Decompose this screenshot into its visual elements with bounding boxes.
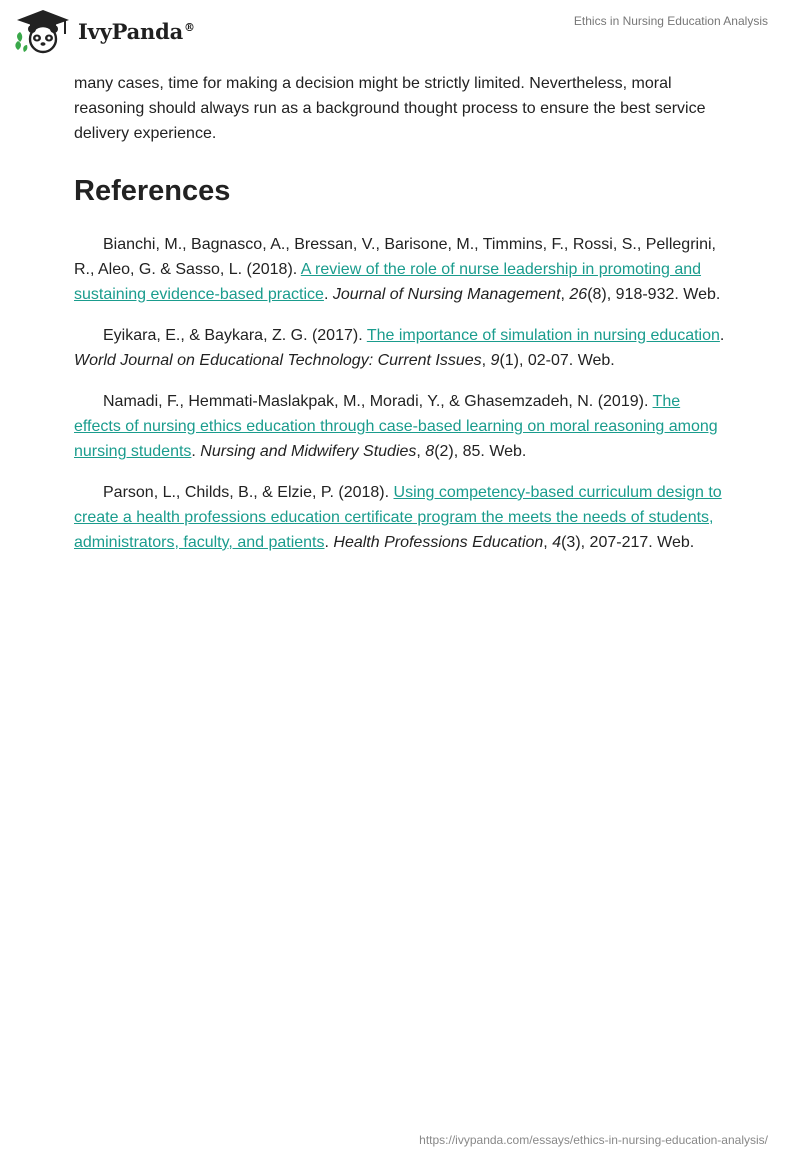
reference-item: Parson, L., Childs, B., & Elzie, P. (2018). Using competency-based curriculum design to create a health professions education certificate program the meets the needs of students, administrators, faculty, and patients. Health Professions Education, 4(3), 207-217. Web.	[74, 484, 722, 551]
document-body	[74, 71, 726, 571]
brand-logo[interactable]	[14, 8, 195, 54]
brand-name: IvyPanda®	[78, 18, 195, 44]
reference-link[interactable]: The importance of simulation in nursing education	[366, 327, 720, 344]
reference-link[interactable]: Using competency-based curriculum design to create a health professions education certificate program the meets the needs of students, administrators, faculty, and patients	[74, 484, 722, 551]
reference-item: Bianchi, M., Bagnasco, A., Bressan, V., Barisone, M., Timmins, F., Rossi, S., Pellegrini, R., Aleo, G. & Sasso, L. (2018). A review of the role of nurse leadership in promoting and sustaining evidence-based practice. Journal of Nursing Management, 26(8), 918-932. Web.	[74, 236, 721, 303]
reference-item: Namadi, F., Hemmati-Maslakpak, M., Moradi, Y., & Ghasemzadeh, N. (2019). The effects of nursing ethics education through case-based learning on moral reasoning among nursing students. Nursing and Midwifery Studies, 8(2), 85. Web.	[74, 393, 718, 460]
intro-paragraph: many cases, time for making a decision might be strictly limited. Nevertheless, moral reasoning should always run as a background thought process to ensure the best service delivery experience.	[74, 75, 706, 142]
reference-link[interactable]: The effects of nursing ethics education through case-based learning on moral reasoning among nursing students	[74, 393, 718, 460]
references-heading: References	[74, 175, 231, 207]
document-title: Ethics in Nursing Education Analysis	[573, 14, 768, 28]
reference-list	[74, 232, 726, 555]
panda-graduate-icon	[14, 8, 72, 54]
source-url[interactable]: https://ivypanda.com/essays/ethics-in-nursing-education-analysis/	[419, 1133, 768, 1147]
reference-item: Eyikara, E., & Baykara, Z. G. (2017). The importance of simulation in nursing education. World Journal on Educational Technology: Current Issues, 9(1), 02-07. Web.	[74, 327, 725, 369]
page-header	[0, 0, 800, 60]
reference-link[interactable]: A review of the role of nurse leadership in promoting and sustaining evidence-based practice	[74, 261, 702, 303]
